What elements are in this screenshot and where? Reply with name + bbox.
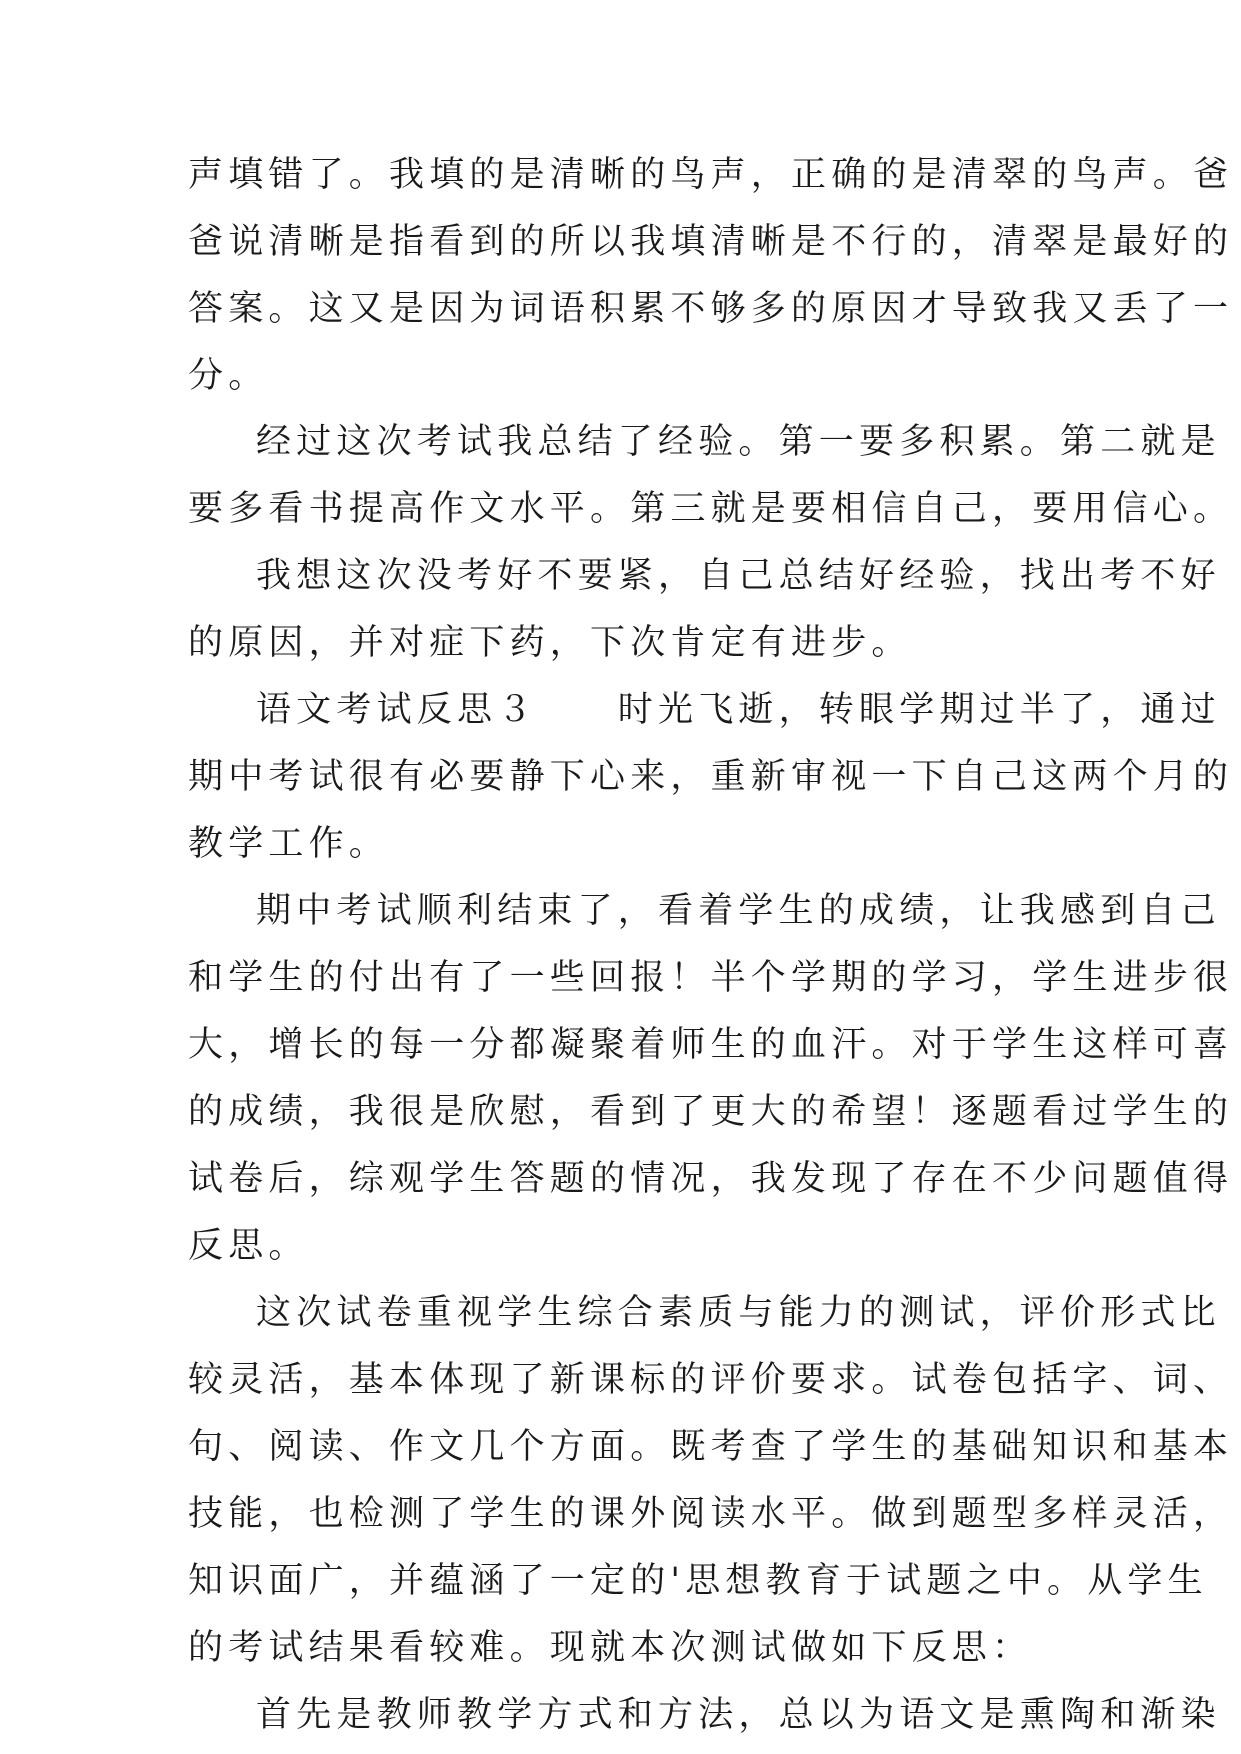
text-line: 大，增长的每一分都凝聚着师生的血汗。对于学生这样可喜 (188, 1025, 1234, 1065)
text-line: 句、阅读、作文几个方面。既考查了学生的基础知识和基本 (188, 1427, 1234, 1467)
text-line: 首先是教师教学方式和方法，总以为语文是熏陶和渐染 (256, 1695, 1221, 1735)
text-line: 我想这次没考好不要紧，自己总结好经验，找出考不好 (256, 556, 1221, 596)
text-line: 试卷后，综观学生答题的情况，我发现了存在不少问题值得 (188, 1159, 1234, 1199)
text-line: 要多看书提高作文水平。第三就是要相信自己，要用信心。 (188, 489, 1234, 529)
text-line: 语文考试反思３ 时光飞逝，转眼学期过半了，通过 (256, 690, 1221, 730)
text-line: 爸说清晰是指看到的所以我填清晰是不行的，清翠是最好的 (188, 222, 1234, 262)
text-line: 较灵活，基本体现了新课标的评价要求。试卷包括字、词、 (188, 1360, 1234, 1400)
text-line: 反思。 (188, 1226, 309, 1266)
text-line: 的成绩，我很是欣慰，看到了更大的希望！逐题看过学生的 (188, 1092, 1234, 1132)
text-line: 分。 (188, 356, 269, 396)
text-line: 经过这次考试我总结了经验。第一要多积累。第二就是 (256, 422, 1221, 462)
text-line: 声填错了。我填的是清晰的鸟声，正确的是清翠的鸟声。爸 (188, 155, 1234, 195)
text-line: 期中考试很有必要静下心来，重新审视一下自己这两个月的 (188, 757, 1234, 797)
text-line: 期中考试顺利结束了，看着学生的成绩，让我感到自己 (256, 891, 1221, 931)
text-line: 这次试卷重视学生综合素质与能力的测试，评价形式比 (256, 1293, 1221, 1333)
text-line: 答案。这又是因为词语积累不够多的原因才导致我又丢了一 (188, 289, 1234, 329)
text-line: 和学生的付出有了一些回报！半个学期的学习，学生进步很 (188, 958, 1234, 998)
text-line: 知识面广，并蕴涵了一定的'思想教育于试题之中。从学生 (188, 1561, 1208, 1601)
text-line: 的考试结果看较难。现就本次测试做如下反思： (188, 1628, 1033, 1668)
text-line: 的原因，并对症下药，下次肯定有进步。 (188, 623, 912, 663)
text-line: 技能，也检测了学生的课外阅读水平。做到题型多样灵活， (188, 1494, 1234, 1534)
text-line: 教学工作。 (188, 824, 390, 864)
